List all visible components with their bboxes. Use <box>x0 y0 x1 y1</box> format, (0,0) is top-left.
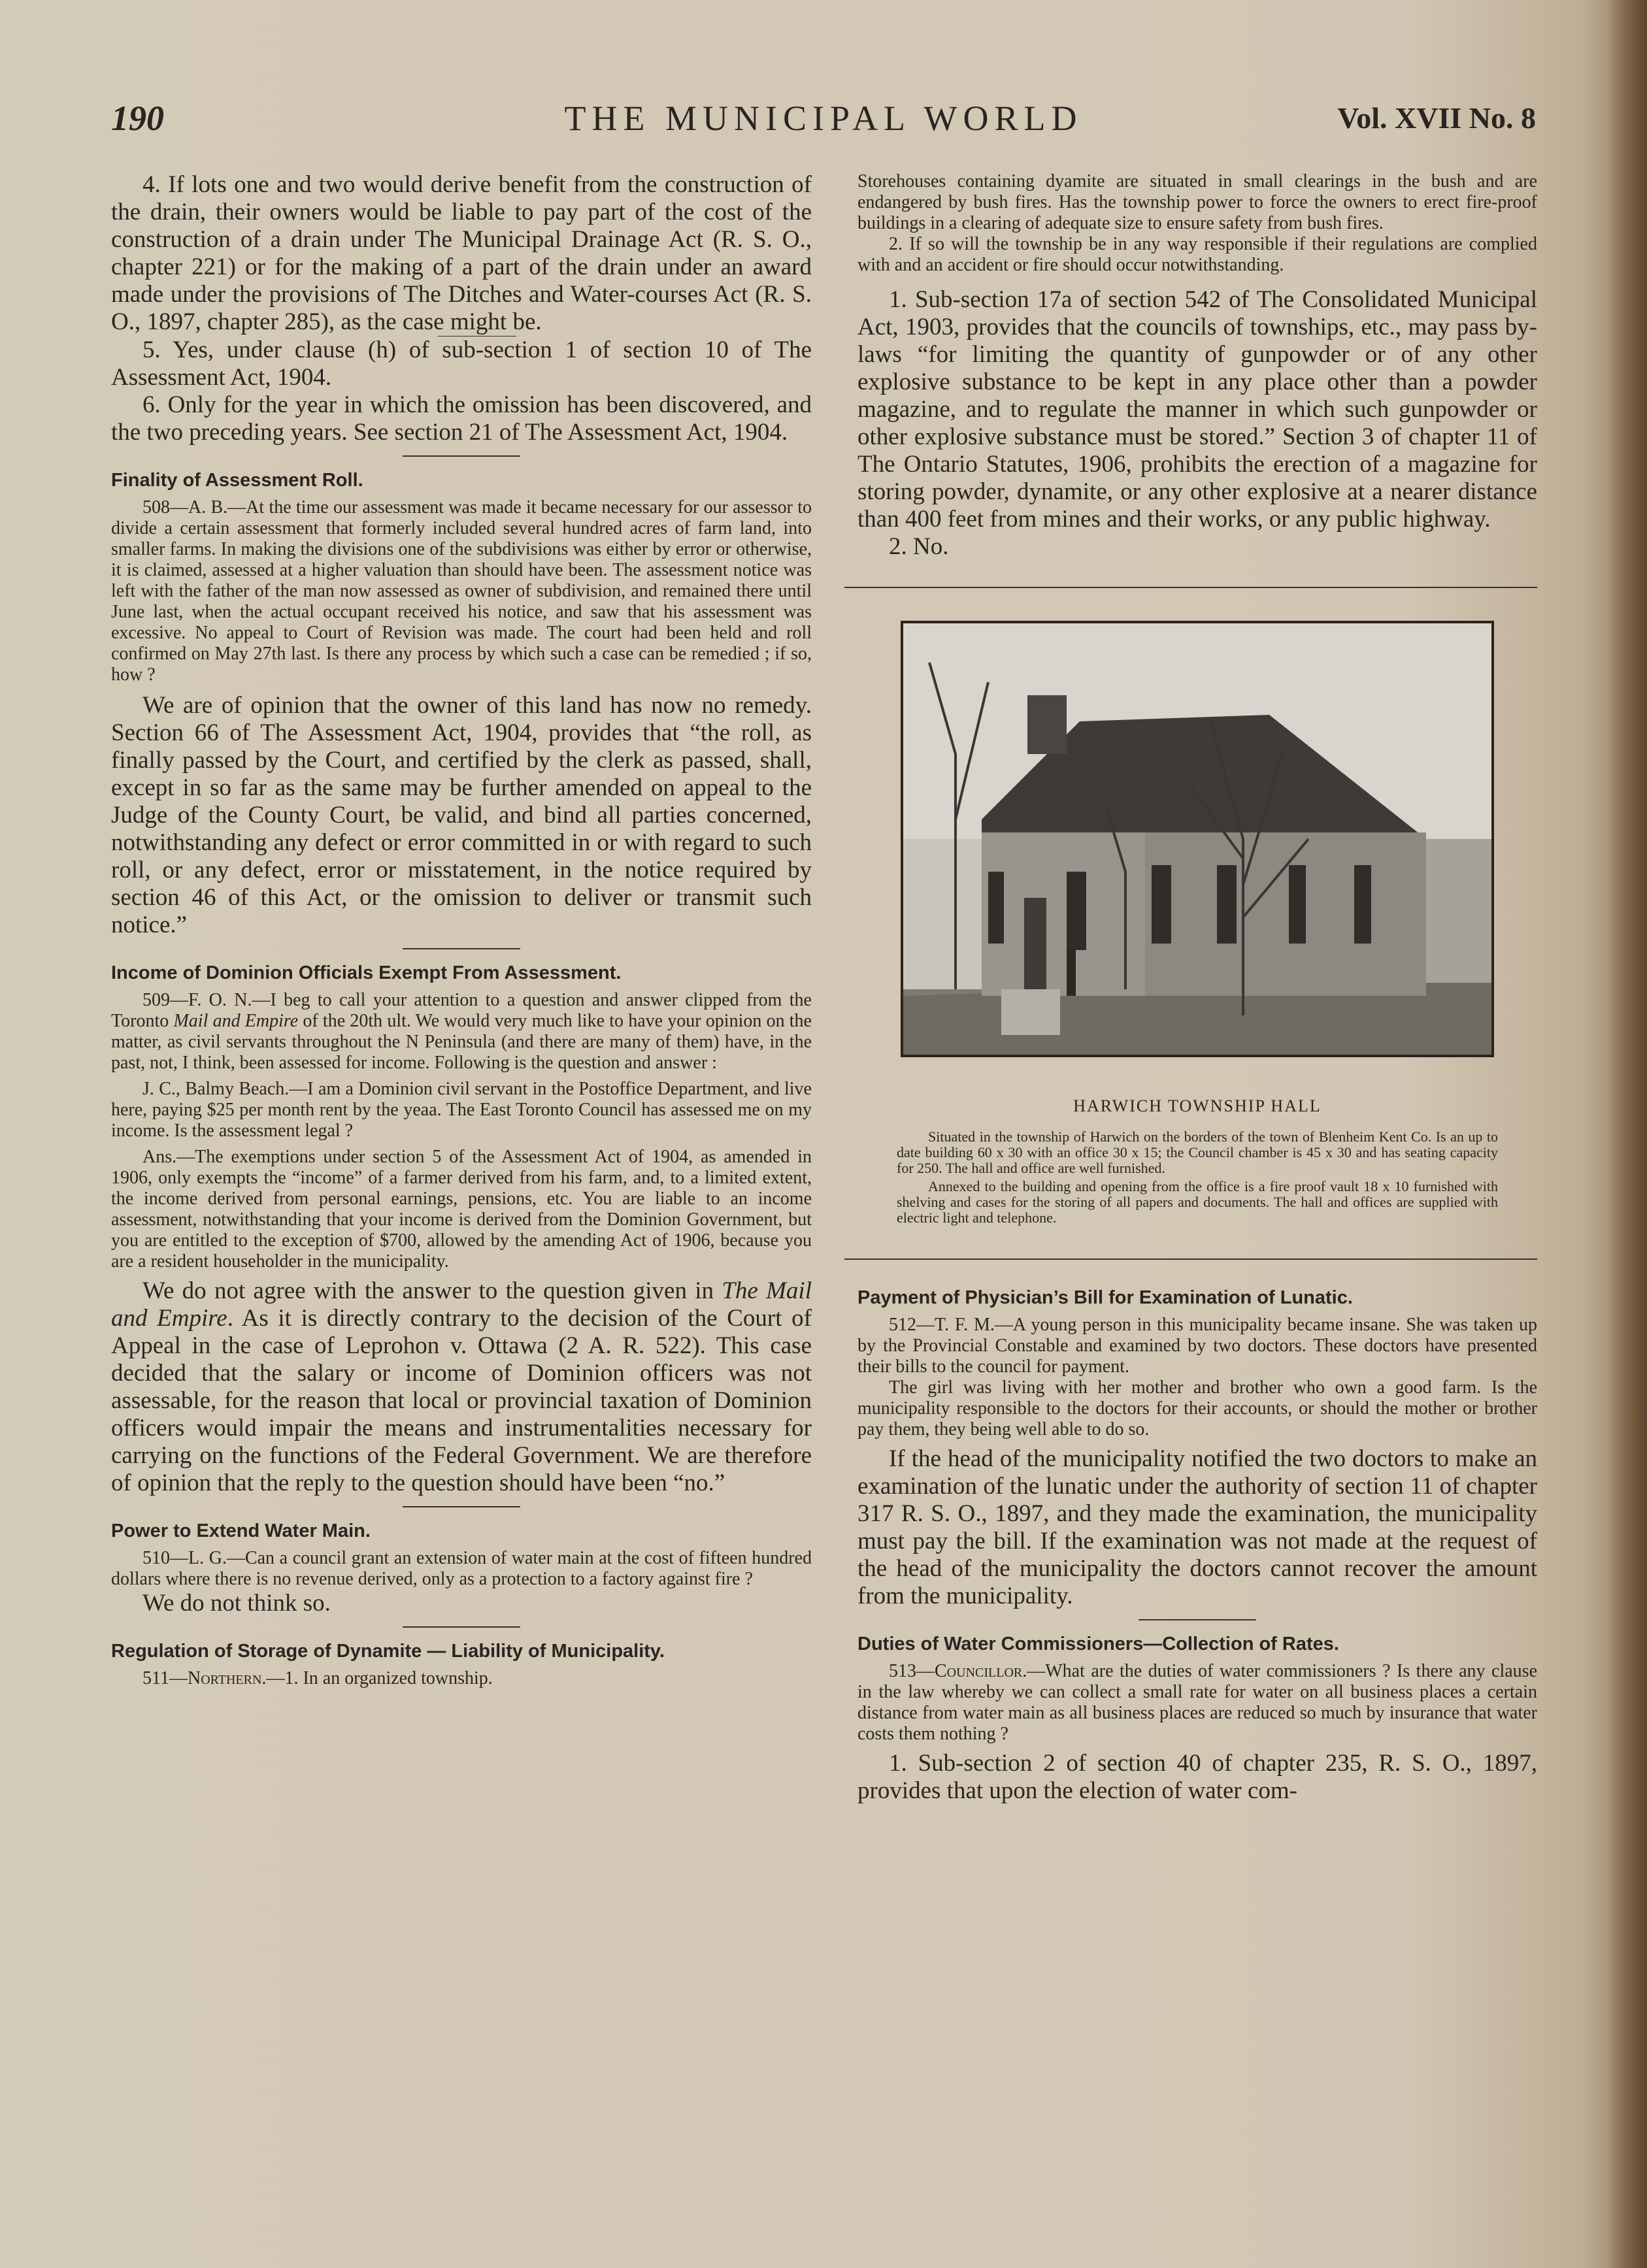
volume-number: Vol. XVII No. 8 <box>1337 101 1536 135</box>
caption-note-1: Situated in the township of Harwich on the borders of the town of Blenheim Kent Co. Is an up to date building 60 x 30 with an office 30 x 15; the Council chamber is 45 x 30 and has seating capacity for 250. The hall and office are well furnished. <box>897 1128 1498 1176</box>
answer-509 <box>111 1277 812 1497</box>
question-513-text: .—What are the duties of water commissioners ? Is there any clause in the law whereby we can collect a small rate for water on all business places a certain distance from water main as all business places are reduced so much by insurance that water costs them nothing ? <box>857 1661 1537 1744</box>
separator-rule <box>403 948 520 949</box>
question-509-text-cont: of the 20th ult. We would very much like to have your opinion on the matter, as civil servants throughout the N Peninsula (and there are many of them) have, in the past, not, I think, been assessed for income. Following is the question and answer : <box>111 1011 812 1073</box>
question-512: 512—T. F. M.—A young person in this municipality became insane. She was taken up by the Provincial Constable and examined by two doctors. These doctors have presented their bills to the council for payment. <box>857 1315 1537 1377</box>
question-508: 508—A. B.—At the time our assessment was made it became necessary for our assessor to divide a certain assessment that formerly included several hundred acres of farm land, into smaller farms. In making the divisions one of the subdivisions was either by error or otherwise, it is claimed, assessed at a higher valuation than should have been. The assessment notice was left with the father of the man now assessed as owner of subdivision, and remained there until June last, when the actual occupant received his notice, and saw that his assessment was excessive. No appeal to Court of Revision was made. The court had been held and roll confirmed on May 27th last. Is there any process by which such a case can be remedied ; if so, how ? <box>111 497 812 685</box>
heading-511: Regulation of Storage of Dynamite — Liability of Municipality. <box>111 1641 665 1662</box>
photo-caption: HARWICH TOWNSHIP HALL <box>1073 1096 1322 1115</box>
heading-512: Payment of Physician’s Bill for Examination of Lunatic. <box>857 1287 1353 1308</box>
questioner-name: Councillor <box>935 1661 1023 1681</box>
running-header <box>111 98 1536 144</box>
newspaper-name: The Mail and Empire <box>111 1277 812 1332</box>
heading-509: Income of Dominion Officials Exempt From Assessment. <box>111 962 622 983</box>
question-509-text: 509—F. O. N.—I beg to call your attention to a question and answer clipped from the Toronto <box>111 990 812 1031</box>
question-511-start <box>111 1668 812 1689</box>
answer-509-text: We do not agree with the answer to the question given in <box>142 1277 722 1304</box>
page-edge-shadow <box>1608 0 1647 2268</box>
journal-title: THE MUNICIPAL WORLD <box>564 99 1083 138</box>
answer-511-part2: 2. No. <box>889 533 949 560</box>
answer-513: 1. Sub-section 2 of section 40 of chapter 235, R. S. O., 1897, provides that upon the election of water com- <box>857 1750 1537 1804</box>
question-513 <box>857 1661 1537 1745</box>
question-512-cont: The girl was living with her mother and brother who own a good farm. Is the municipality responsible to the doctors for their accounts, or should the mother or brother pay them, they being well able to do so. <box>857 1377 1537 1439</box>
answer-508: We are of opinion that the owner of this land has now no remedy. Section 66 of The Assessment Act, 1904, provides that “the roll, as finally passed by the Court, and certified by the clerk as passed, shall, except in so far as the same may be further amended on appeal to the Judge of the County Court, be valid, and bind all parties concerned, notwithstanding any defect or error committed in or with regard to such roll, or any defect, error or misstatement, in the notice required by section 46 of this Act, or the omission to deliver or transmit such notice.” <box>111 692 812 938</box>
question-509 <box>111 990 812 1074</box>
question-511-number: 511— <box>142 1668 188 1688</box>
heading-510: Power to Extend Water Main. <box>111 1520 371 1541</box>
quoted-question: J. C., Balmy Beach.—I am a Dominion civil servant in the Postoffice Department, and live here, paying $25 per month rent by the yeaa. The East Toronto Council has assessed me on my income. Is the assessment legal ? <box>111 1079 812 1141</box>
question-511-cont: Storehouses containing dyamite are situated in small clearings in the bush and are endangered by bush fires. Has the township power to force the owners to erect fire-proof buildings in a clearing of adequate size to ensure safety from bush fires. <box>857 171 1537 233</box>
separator-rule <box>403 1626 520 1628</box>
heading-508: Finality of Assessment Roll. <box>111 470 363 491</box>
township-hall-photograph <box>901 621 1494 1057</box>
answer-5: 5. Yes, under clause (h) of sub-section 1 of section 10 of The Assessment Act, 1904. <box>111 337 812 391</box>
answer-511-part1: 1. Sub-section 17a of section 542 of The Consolidated Municipal Act, 1903, provides that the councils of townships, etc., may pass by-laws “for limiting the quantity of gunpowder or of any other explosive substance to be kept in any place other than a powder magazine, and to regulate the manner in which such gunpowder or other explosive substance must be stored.” Section 3 of chapter 11 of The Ontario Statutes, 1906, prohibits the erection of a magazine for storing powder, dynamite, or any other explosive at a nearer distance than 400 feet from mines and their works, or any public highway. <box>857 286 1537 533</box>
heading-513: Duties of Water Commissioners—Collection of Rates. <box>857 1634 1339 1654</box>
separator-rule <box>403 455 520 457</box>
answer-4: 4. If lots one and two would derive benefit from the construction of the drain, their owners would be liable to pay part of the cost of the construction of a drain under The Municipal Drainage Act (R. S. O., chapter 221) or for the making of a part of the drain under an award made under the provisions of The Ditches and Water-courses Act (R. S. O., 1897, chapter 285), as the case might be. <box>111 171 812 335</box>
left-column <box>111 171 812 1689</box>
answer-512: If the head of the municipality notified the two doctors to make an examination of the lunatic under the authority of section 11 of chapter 317 R. S. O., 1897, and they made the examination, the municipality must pay the bill. If the examination was not made at the request of the head of the municipality the doctors cannot recover the amount from the municipality. <box>857 1445 1537 1609</box>
question-511-part2: 2. If so will the township be in any way responsible if their regulations are complied with and an accident or fire should occur notwithstanding. <box>857 234 1537 275</box>
newspaper-name: Mail and Empire <box>173 1011 299 1031</box>
answer-509-text-cont: . As it is directly contrary to the decision of the Court of Appeal in the case of Leprohon v. Ottawa (2 A. R. 522). This case decided that the salary or income of Dominion officers was not assessable, for the reason that local or provincial taxation of Dominion officers would impair the means and instrumentalities necessary for carrying on the functions of the Federal Government. We are therefore of opinion that the reply to the question should have been “no.” <box>111 1305 812 1496</box>
questioner-name: Northern <box>187 1668 262 1688</box>
section-rule <box>844 1258 1537 1260</box>
page-number: 190 <box>111 99 164 138</box>
caption-note-2: Annexed to the building and opening from the office is a fire proof vault 18 x 10 furnished with shelving and cases for the storing of all papers and documents. The hall and offices are supplied with electric light and telephone. <box>897 1178 1498 1226</box>
answer-6: 6. Only for the year in which the omission has been discovered, and the two preceding years. See section 21 of The Assessment Act, 1904. <box>111 391 812 446</box>
question-511-text: .—1. In an organized township. <box>261 1668 493 1688</box>
quoted-answer: Ans.—The exemptions under section 5 of the Assessment Act of 1904, as amended in 1906, only exempts the “income” of a farmer derived from his farm, and, to a limited extent, the income derived from personal earnings, pensions, etc. You are liable to an income assessment, notwithstanding that your income is derived from the Dominion Government, but you are entitled to the exception of $700, allowed by the amending Act of 1906, because you are a resident householder in the municipality. <box>111 1147 812 1272</box>
township-hall-illustration <box>903 623 1491 1055</box>
right-column <box>857 171 1537 1805</box>
section-rule <box>844 587 1537 588</box>
question-513-number: 513— <box>889 1661 935 1681</box>
question-510: 510—L. G.—Can a council grant an extension of water main at the cost of fifteen hundred dollars where there is no revenue derived, only as a protection to a factory against fire ? <box>111 1548 812 1589</box>
separator-rule <box>403 1506 520 1507</box>
separator-rule <box>1139 1619 1256 1620</box>
answer-510: We do not think so. <box>142 1590 331 1617</box>
